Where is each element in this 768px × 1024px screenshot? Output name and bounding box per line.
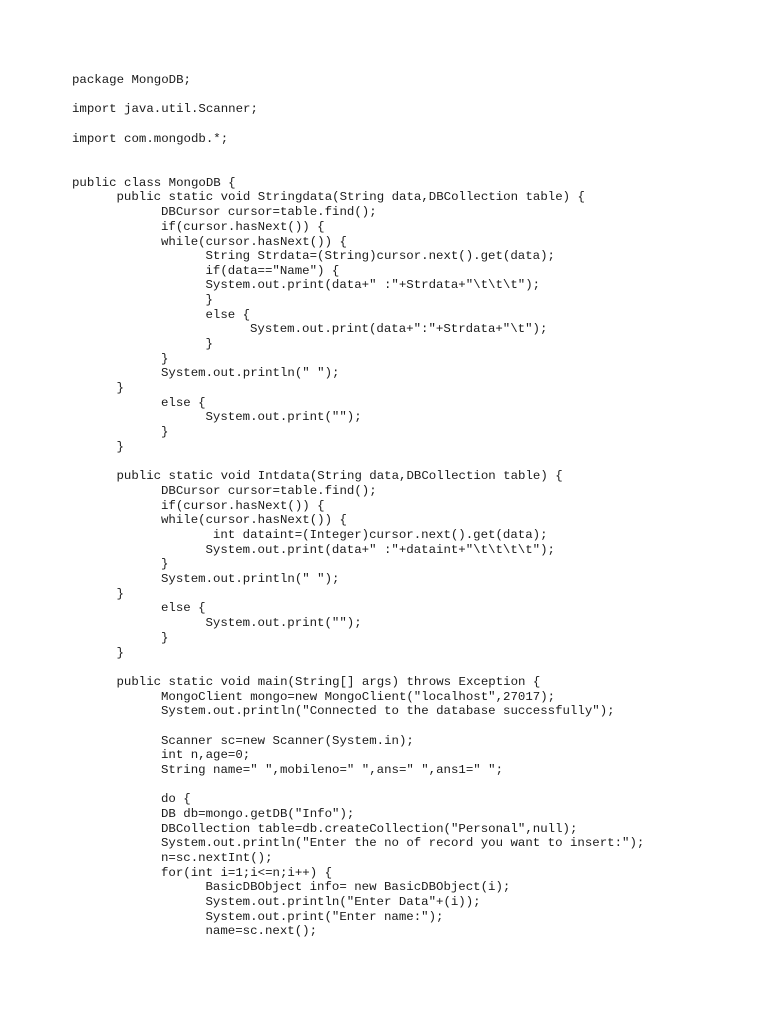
code-line: Scanner sc=new Scanner(System.in); [161,734,414,748]
code-line: if(cursor.hasNext()) { [161,220,325,234]
code-line: System.out.println(" "); [161,366,340,380]
code-line: System.out.print(data+":"+Strdata+"\t"); [250,322,548,336]
code-line: } [116,646,124,660]
code-line: public static void Stringdata(String data,DBCollection table) { [116,190,585,204]
code-line: public static void main(String[] args) throws Exception { [116,675,541,689]
code-line: } [116,587,124,601]
code-line: int n,age=0; [161,748,251,762]
code-line: BasicDBObject info= new BasicDBObject(i); [205,880,511,894]
code-line: System.out.print(data+" :"+Strdata+"\t\t\t"); [205,278,541,292]
code-line: System.out.print("Enter name:"); [205,910,444,924]
code-line: } [116,440,124,454]
code-line: String name=" ",mobileno=" ",ans=" ",ans1=" "; [161,763,504,777]
code-line: } [161,425,169,439]
code-line: } [205,337,213,351]
code-line: DB db=mongo.getDB("Info"); [161,807,355,821]
code-line: public class MongoDB { [72,176,236,190]
code-line: DBCursor cursor=table.find(); [161,484,377,498]
code-line: do { [161,792,191,806]
code-line: String Strdata=(String)cursor.next().get(data); [205,249,555,263]
code-line: else { [161,601,206,615]
code-line: else { [205,308,251,322]
code-line: MongoClient mongo=new MongoClient("localhost",27017); [161,690,556,704]
code-line: else { [161,396,206,410]
code-line: System.out.println(" "); [161,572,340,586]
code-line: if(cursor.hasNext()) { [161,499,325,513]
code-line: System.out.println("Enter the no of record you want to insert:"); [161,836,645,850]
code-line: } [205,293,213,307]
code-line: } [116,381,124,395]
code-line: import java.util.Scanner; [72,102,258,116]
code-line: package MongoDB; [72,73,191,87]
code-line: } [161,557,169,571]
code-line: for(int i=1;i<=n;i++) { [161,866,333,880]
code-line: DBCollection table=db.createCollection("Personal",null); [161,822,578,836]
code-line: if(data=="Name") { [205,264,340,278]
code-line: while(cursor.hasNext()) { [161,513,347,527]
code-line: System.out.println("Connected to the database successfully"); [161,704,615,718]
code-line: DBCursor cursor=table.find(); [161,205,377,219]
code-line: System.out.print(""); [205,410,362,424]
code-line: int dataint=(Integer)cursor.next().get(data); [205,528,548,542]
code-line: } [161,352,169,366]
code-line: while(cursor.hasNext()) { [161,235,347,249]
code-line: System.out.println("Enter Data"+(i)); [205,895,481,909]
code-line: System.out.print(""); [205,616,362,630]
code-line: } [161,631,169,645]
code-line: n=sc.nextInt(); [161,851,273,865]
code-line: System.out.print(data+" :"+dataint+"\t\t\t\t"); [205,543,555,557]
code-line: public static void Intdata(String data,DBCollection table) { [116,469,563,483]
code-line: name=sc.next(); [205,924,318,938]
code-line: import com.mongodb.*; [72,132,229,146]
